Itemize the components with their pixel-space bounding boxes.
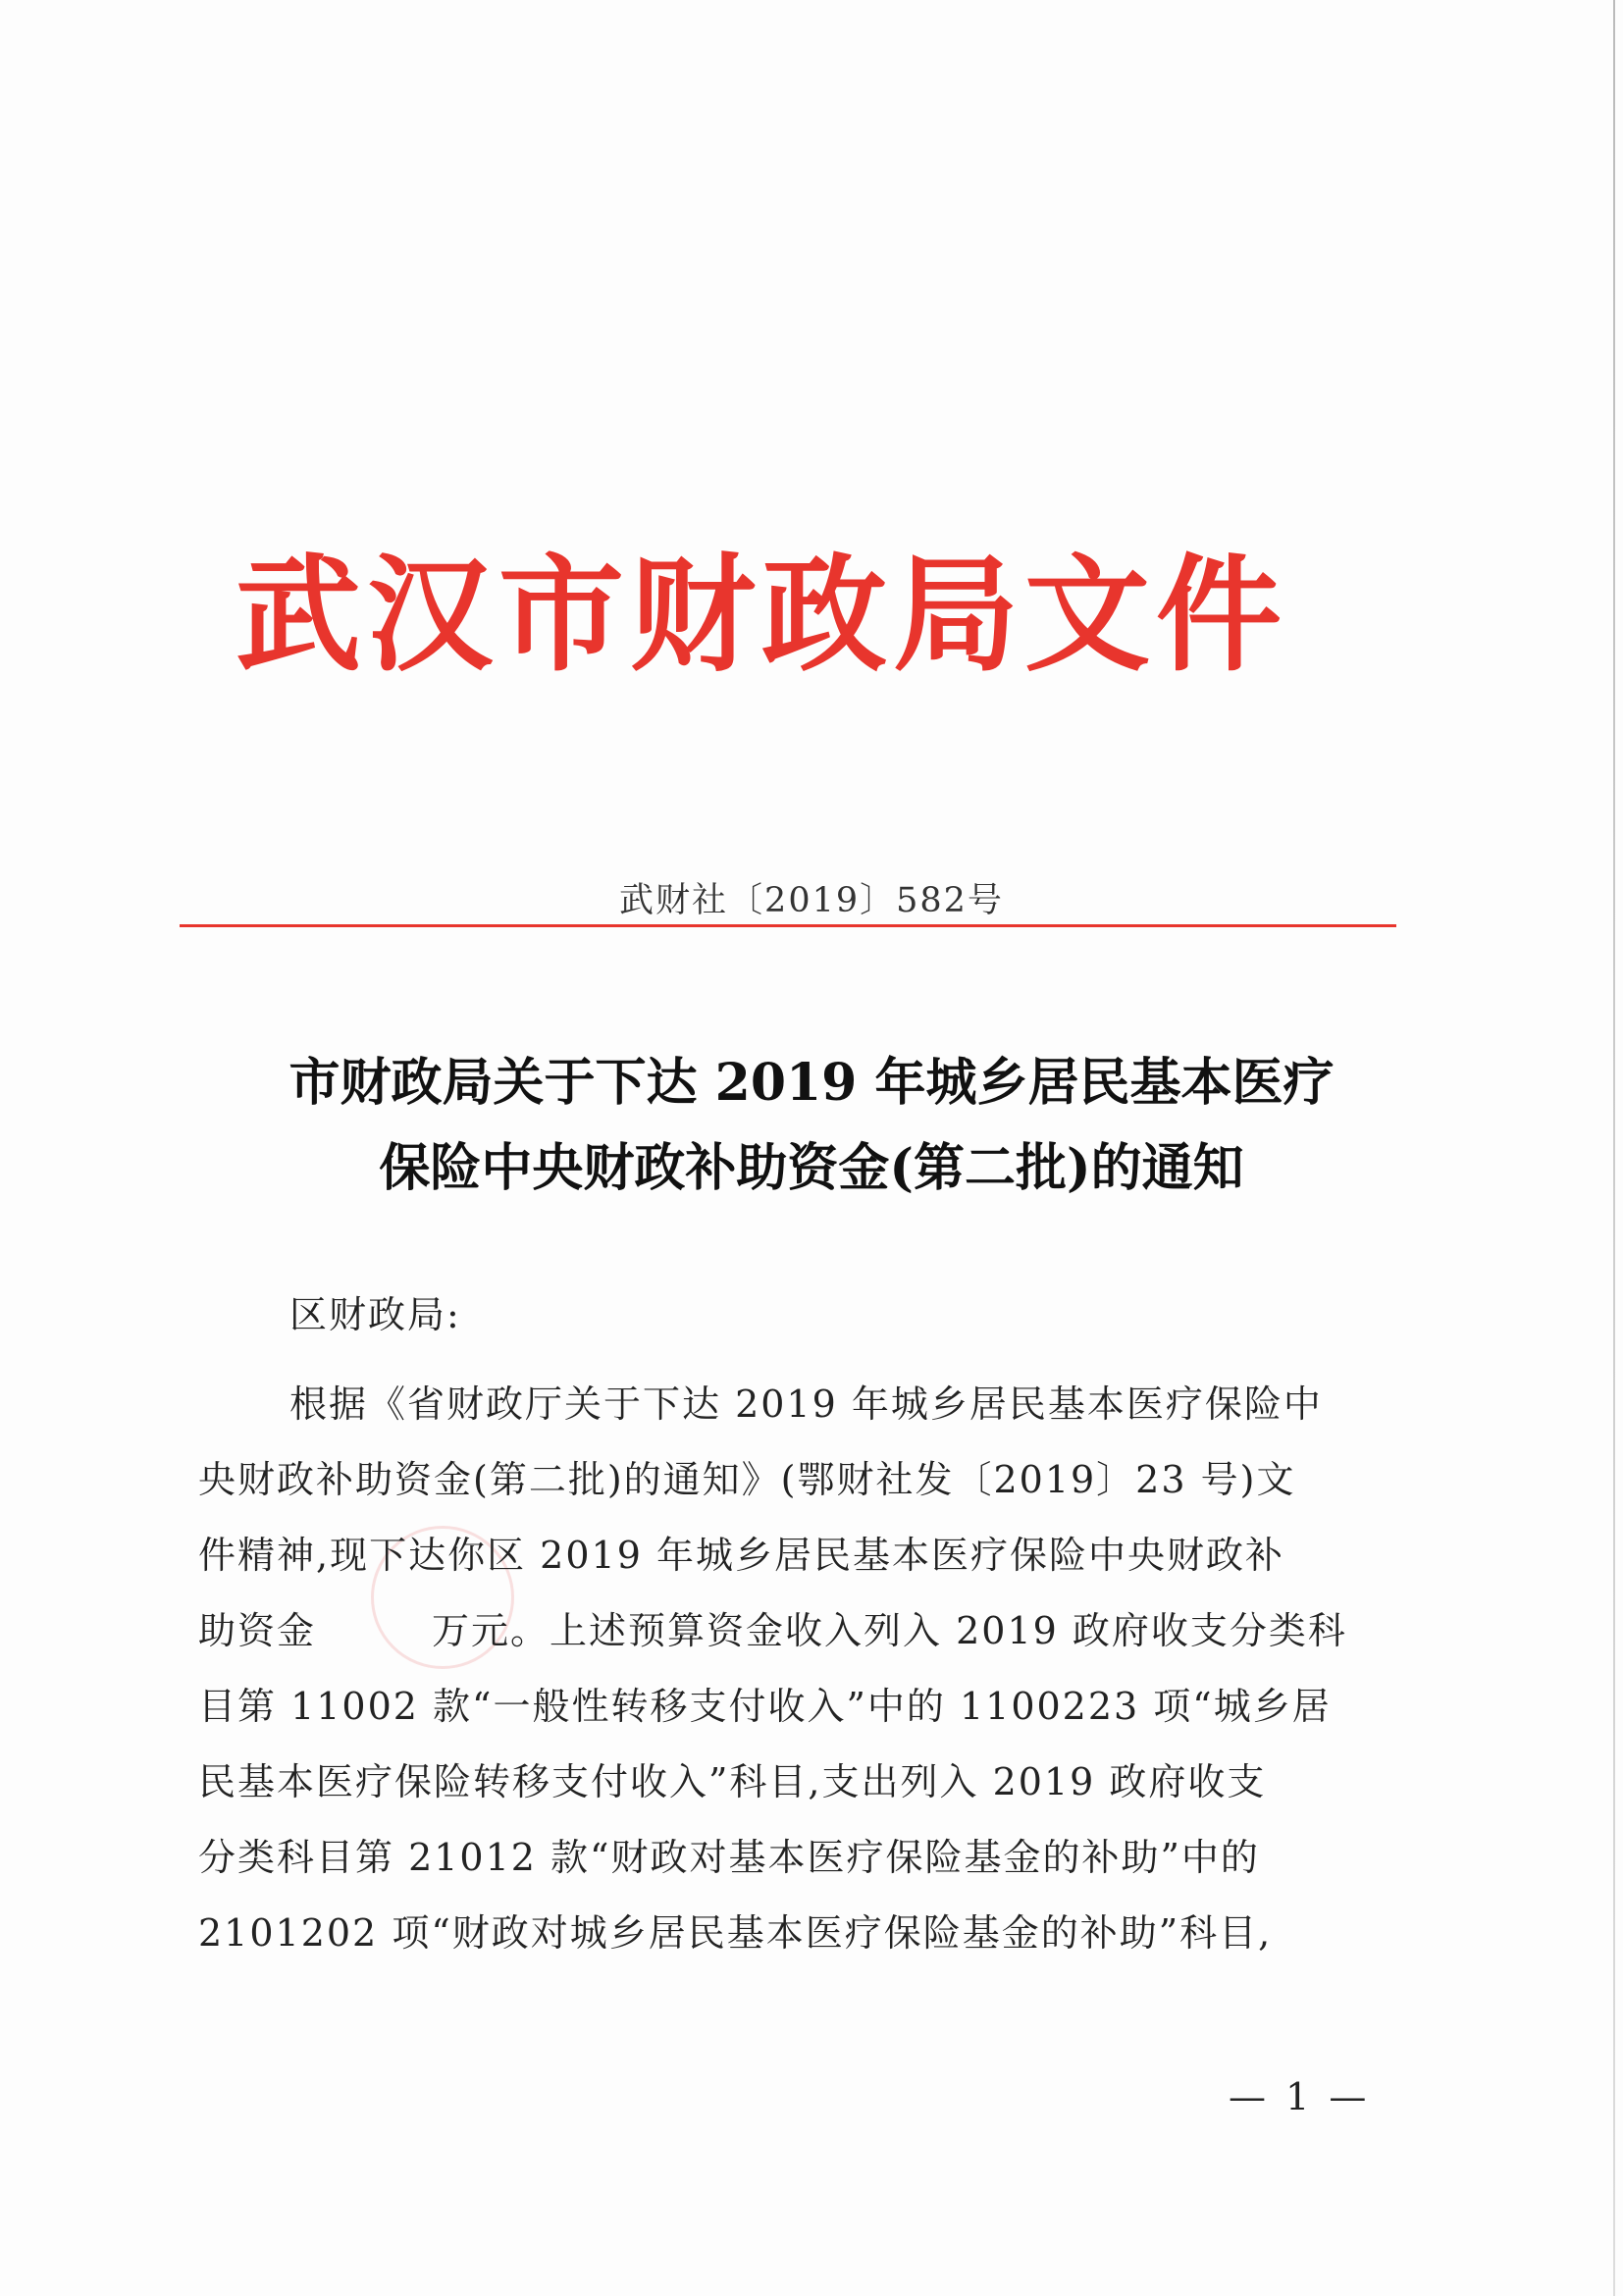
body-line-8: 2101202 项“财政对城乡居民基本医疗保险基金的补助”科目, xyxy=(198,1911,1273,1955)
masthead-title: 武汉市财政局文件 xyxy=(236,543,1288,689)
body-line-5: 目第 11002 款“一般性转移支付收入”中的 1100223 项“城乡居 xyxy=(198,1685,1332,1728)
page-number: — 1 — xyxy=(1229,2075,1371,2118)
amount-line-rest: 万元。上述预算资金收入列入 2019 政府收支分类科 xyxy=(432,1609,1347,1652)
body-line-2: 央财政补助资金(第二批)的通知》(鄂财社发〔2019〕23 号)文 xyxy=(198,1458,1296,1501)
red-divider-rule xyxy=(180,924,1396,927)
title-line-2: 保险中央财政补助资金(第二批)的通知 xyxy=(379,1138,1244,1198)
salutation: 区财政局: xyxy=(289,1293,461,1336)
scan-edge xyxy=(1613,0,1615,2296)
amount-line-prefix: 助资金 xyxy=(198,1609,317,1652)
title-line-1: 市财政局关于下达 2019 年城乡居民基本医疗 xyxy=(288,1053,1335,1113)
body-line-1: 根据《省财政厅关于下达 2019 年城乡居民基本医疗保险中 xyxy=(289,1383,1323,1426)
notice-body xyxy=(198,1367,1405,1971)
body-line-3: 件精神,现下达你区 2019 年城乡居民基本医疗保险中央财政补 xyxy=(198,1534,1284,1577)
body-line-4 xyxy=(198,1593,1405,1669)
body-line-7: 分类科目第 21012 款“财政对基本医疗保险基金的补助”中的 xyxy=(198,1836,1260,1879)
notice-title xyxy=(196,1040,1427,1211)
body-line-6: 民基本医疗保险转移支付收入”科目,支出列入 2019 政府收支 xyxy=(198,1760,1267,1803)
document-number: 武财社〔2019〕582号 xyxy=(619,881,1004,920)
